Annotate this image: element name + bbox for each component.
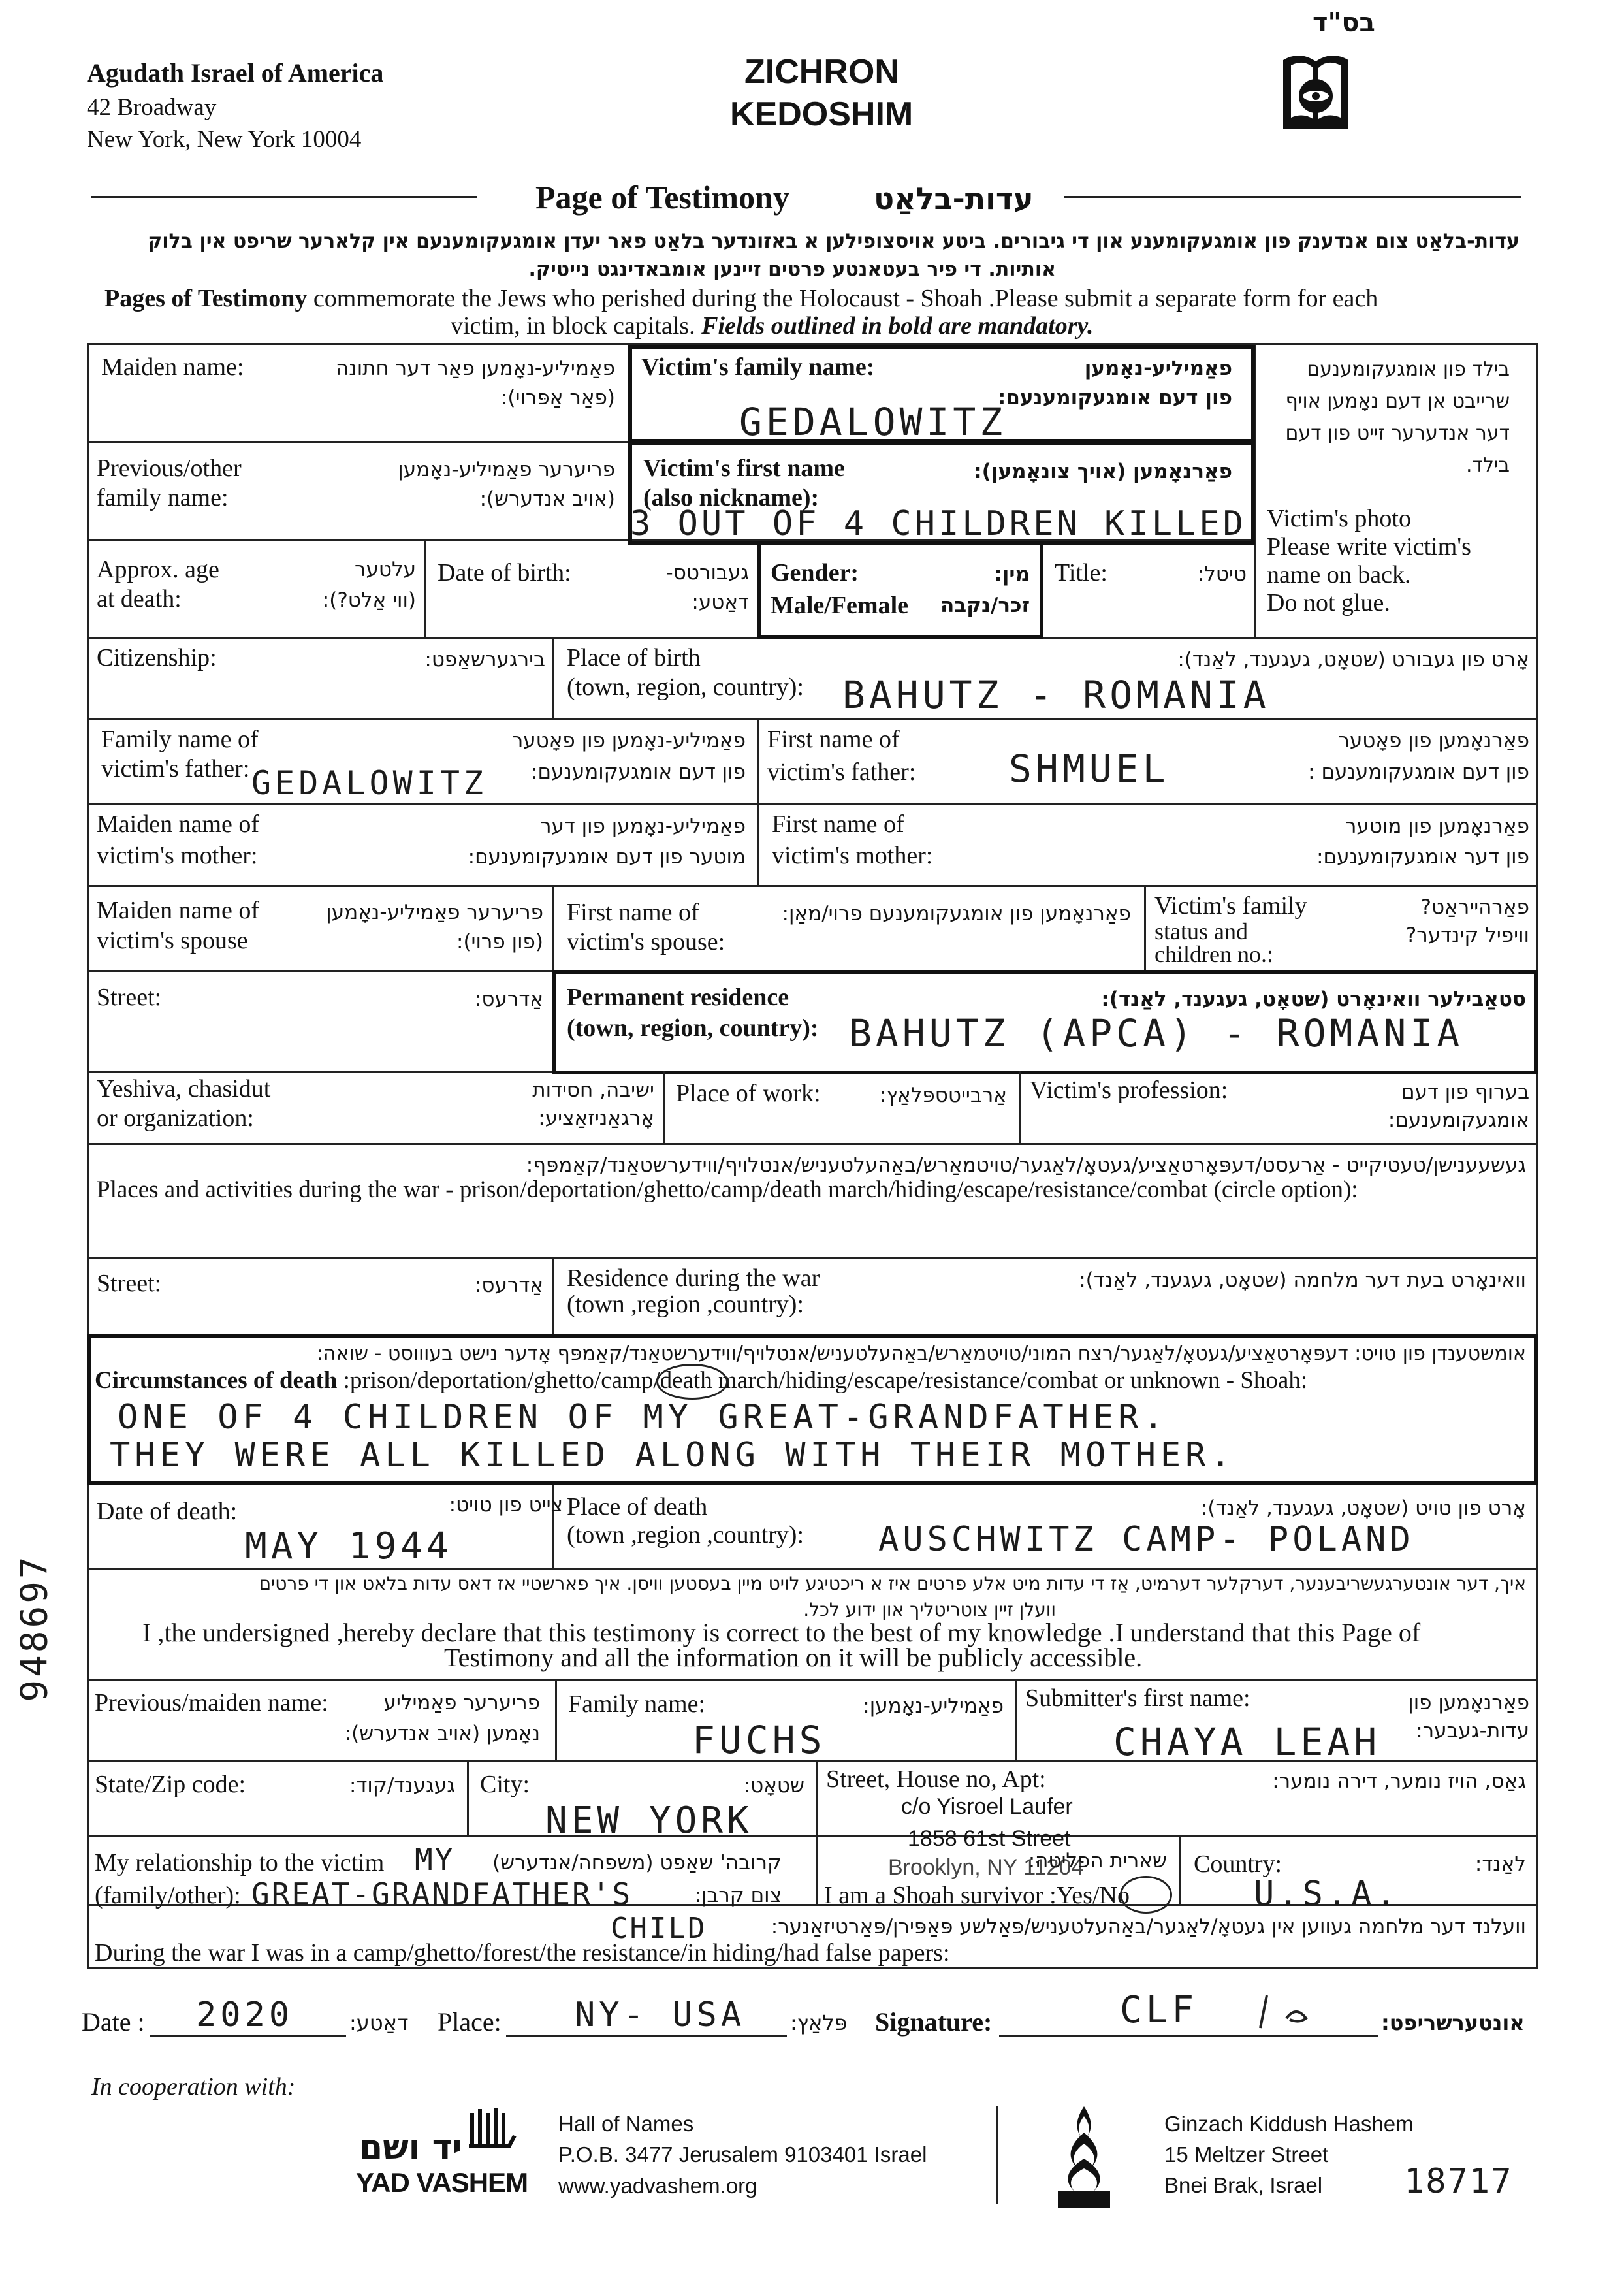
photo-instructions-en-3: name on back. [1267,561,1411,588]
signature-label-he: אונטערשריפט: [1381,2010,1525,2035]
mother-first-label-2: victim's mother: [772,842,933,869]
gender-label-2: Male/Female [771,592,909,619]
side-reference-number: 948697 [13,1554,56,1702]
photo-instructions-he-3: דער אנדערער זייט פון דעם [1285,422,1510,445]
father-family-label-he: פאַמיליע-נאָמען פון פאָטער [511,729,746,752]
grid-line [87,718,1538,720]
grid-line [552,1257,554,1336]
signature-value: CLF [1120,1989,1198,2031]
grid-line [87,1143,1538,1145]
ginzach-street: 15 Meltzer Street [1164,2142,1329,2167]
ginzach-city: Bnei Brak, Israel [1164,2173,1323,2197]
bs-mark: בס"ד [1313,8,1375,38]
age-label-he-2: (ווי אַלט?): [322,588,416,612]
war-residence-label-2: (town ,region ,country): [567,1291,804,1318]
grid-line [1019,1071,1021,1143]
dob-label-he: געבורטס- [665,561,749,585]
title-rule-left [91,196,477,198]
submitter-family-name-value: FUCHS [692,1718,826,1762]
hall-website: www.yadvashem.org [558,2174,757,2198]
family-status-label: Victim's family [1154,892,1307,920]
intro-en-2 [451,312,1093,340]
photo-instructions-he-4: בילד. [1465,454,1510,477]
death-place-value: AUSCHWITZ CAMP- POLAND [878,1520,1414,1559]
family-status-label-3: children no.: [1154,941,1273,967]
sign-date-label-he: דאַטע: [349,2010,409,2035]
family-status-label-he: פאַרהייראַט? [1420,895,1529,919]
mother-maiden-label: Maiden name of [97,811,260,838]
birth-place-label: Place of birth [567,644,701,671]
intro-en-bold: Pages of Testimony [104,285,308,312]
cooperation-label: In cooperation with: [91,2073,296,2101]
relationship-value-2: GREAT-GRANDFATHER'S [251,1877,633,1912]
state-zip-label: State/Zip code: [95,1771,246,1798]
permanent-residence-value: BAHUTZ (APCA) - ROMANIA [849,1011,1464,1055]
survivor-label-he: שארית הפליטה: [1028,1849,1167,1873]
intro-en-2-text: victim, in block capitals. [451,312,702,340]
declaration-en-2: Testimony and all the information on it will be publicly accessible. [444,1643,1143,1672]
submitter-first-name-label: Submitter's first name: [1025,1684,1250,1712]
form-title-he: עדות-בלאַט [874,181,1034,216]
permanent-residence-label: Permanent residence [567,984,789,1011]
grid-line [663,1071,665,1143]
profession-label: Victim's profession: [1030,1076,1228,1104]
gender-label-he-2: זכר/נקבה [940,594,1030,617]
declaration-he-1: איך, דער אונטערגעשריבענער, דערקלער דערמיט, אַז די עדות מיט אלע פרטים איז א ריכטיגע לויט מיין בעסטען וויסן. איך פארשטיי אז דאס עדות בלאט און די פרטים [259,1573,1526,1594]
submitter-prev-name-label-he: פריערער פאַמיליע [383,1691,540,1715]
mother-maiden-label-2: victim's mother: [97,842,258,869]
age-label: Approx. age [97,556,219,583]
victim-first-name-label-he: פאַרנאָמען (אויך צונאָמען): [974,460,1232,483]
gender-label: Gender: [771,559,859,587]
maiden-name-input[interactable] [95,411,617,438]
death-date-label: Date of death: [97,1498,238,1525]
street-label: Street: [97,984,162,1011]
street-house-label: Street, House no, Apt: [826,1765,1046,1793]
footer-divider [996,2106,998,2204]
mother-maiden-label-he: פאַמיליע-נאָמען פון דער [539,814,746,838]
profession-label-he-2: אומגעקומענעם: [1388,1108,1529,1132]
submitter-first-name-value: CHAYA LEAH [1113,1720,1381,1764]
grid-line [1015,1679,1017,1760]
intro-mandatory-note: Fields outlined in bold are mandatory. [701,312,1094,340]
street-label-he: אַדרעס: [474,988,543,1011]
camp-circle-mark [656,1364,728,1400]
war-residence-label-he: וואינאָרט בעת דער מלחמה (שטאָט, געגענד, לאַנד): [1079,1268,1526,1292]
relationship-label-2: (family/other): [95,1882,241,1909]
father-family-label: Family name of [101,726,259,753]
father-first-label-he: פאַרנאָמען פון פאָטער [1338,729,1529,752]
sign-date-label: Date : [82,2007,145,2037]
ginzach-name: Ginzach Kiddush Hashem [1164,2112,1414,2136]
death-date-value: MAY 1944 [245,1525,453,1568]
relationship-value-3: CHILD [611,1912,707,1945]
gender-label-he: מין: [994,562,1030,586]
hall-address: P.O.B. 3477 Jerusalem 9103401 Israel [558,2142,927,2167]
grid-line [424,539,426,637]
footer-handwritten-number: 18717 [1404,2162,1513,2201]
signature-label: Signature: [875,2007,993,2037]
relationship-label: My relationship to the victim [95,1849,385,1877]
war-status-label-he: וועלנד דער מלחמה געווען אין געטאָ/לאַגער/באַהעלטעניש/פּאַלשע פּאַפּירן/פּאַרטיזאַנער: [771,1915,1526,1939]
war-residence-label: Residence during the war [567,1265,820,1292]
dob-label: Date of birth: [438,559,571,587]
victim-first-name-value: 3 OUT OF 4 CHILDREN KILLED [630,504,1247,543]
grid-line [87,1568,1538,1570]
photo-instructions-he-1: בילד פון אומגעקומענעם [1307,358,1510,381]
yeshiva-label-he-2: אָרגאַניזאַציע: [538,1106,654,1130]
father-family-label-2: victim's father: [101,755,250,782]
victim-family-name-label-he: פאַמיליע-נאָמען [1084,357,1232,380]
war-places-label: Places and activities during the war - prison/deportation/ghetto/camp/death march/hiding/escape/resistance/combat (circle option): [97,1176,1358,1203]
death-circumstances-options: :prison/deportation/ghetto/camp/death march/hiding/escape/resistance/combat or unknown - Shoah: [337,1367,1308,1394]
country-label-he: לאַנד: [1474,1852,1526,1876]
declaration-he-2: וועלן זיין צוטריטליך און ידוע לכל. [803,1599,1056,1620]
spouse-maiden-label-he: פריערער פאַמיליע-נאָמען [326,901,543,924]
org-address-2: New York, New York 10004 [87,126,362,153]
mother-first-label-he: פאַרנאָמען פון מוטער [1345,814,1529,838]
birth-place-value: BAHUTZ - ROMANIA [842,673,1270,717]
submitter-family-name-label-he: פאַמיליע-נאָמען: [863,1694,1004,1718]
submitter-prev-name-label-he-2: נאָמען (אויב אנדערש): [344,1722,540,1745]
grid-line [816,1760,818,1904]
street-house-value-3: Brooklyn, NY 11204 [888,1855,1084,1880]
title-zichron: ZICHRON [744,53,899,91]
mother-maiden-label-he-2: מוטער פון דעם אומגעקומענעם: [468,845,746,869]
street-war-label: Street: [97,1270,162,1297]
yad-vashem-logo-icon [464,2106,522,2159]
spouse-maiden-label-he-2: (פון פרוי): [456,930,543,954]
age-label-2: at death: [97,585,182,613]
maiden-name-label: Maiden name: [101,353,244,381]
sign-place-label-he: פּלאַץ: [790,2010,848,2035]
org-name: Agudath Israel of America [87,58,384,88]
workplace-label-he: אַרבייטספּלאַץ: [879,1084,1007,1107]
spouse-maiden-label-2: victim's spouse [97,927,248,954]
grid-line [1179,1835,1181,1904]
death-circumstances-title: Circumstances of death [95,1367,338,1394]
submitter-family-name-label: Family name: [568,1690,706,1718]
photo-instructions-en-1: Victim's photo [1267,505,1411,532]
death-date-label-he: צייט פון טויט: [449,1493,563,1517]
victim-family-name-label: Victim's family name: [641,353,875,381]
street-house-value-1: c/o Yisroel Laufer [901,1794,1073,1819]
grid-line [87,1257,1538,1259]
signature-line [999,2035,1378,2037]
sign-date-line [150,2035,346,2037]
state-zip-label-he: געגענד/קוד: [349,1774,455,1797]
yeshiva-label-he: ישיבה, חסידות [532,1078,654,1102]
street-war-label-he: אַדרעס: [474,1274,543,1297]
intro-en-1 [104,284,1378,313]
yad-vashem-en: YAD VASHEM [356,2167,528,2198]
country-label: Country: [1194,1850,1282,1878]
signature-scribble [1247,1992,1319,2031]
grid-line [87,1679,1538,1681]
permanent-residence-label-he: סטאַבילער וואינאָרט (שטאָט, געגענד, לאַנד): [1101,988,1526,1011]
declaration-en-1: I ,the undersigned ,hereby declare that this testimony is correct to the best of my knowledge .I understand that this Page of [142,1618,1421,1647]
permanent-residence-label-2: (town, region, country): [567,1014,819,1042]
gender-field[interactable] [757,541,1043,639]
death-place-label-he: אָרט פון טויט (שטאָט, געגענד, לאַנד): [1200,1496,1526,1520]
father-first-label-2: victim's father: [767,758,916,786]
death-circumstances-value-1: ONE OF 4 CHILDREN OF MY GREAT-GRANDFATHER. [118,1398,1168,1437]
previous-name-label-he-2: (אויב אנדערש): [479,487,615,511]
city-value: NEW YORK [545,1799,753,1842]
birth-place-label-2: (town, region, country): [567,673,804,701]
grid-line [467,1760,469,1835]
grid-line [552,885,554,970]
photo-instructions-en-2: Please write victim's [1267,533,1471,560]
intro-he-2: אותיות. די פיר בעטאנטע פרטים זיינען אומבאדינגט נייטיק. [528,258,1056,281]
victim-first-name-label-2: (also nickname): [643,484,820,511]
grid-line [555,1679,557,1760]
war-places-label-he: געשעענישן/טעטיקייט - אַרעסט/דעפּאָרטאַציע/געטאָ/לאַגער/טויטמאַרש/באַהעלטעניש/אנטלויף/ווידערשטאַנד/קאַמפּף: [526,1153,1526,1177]
title-label: Title: [1055,559,1107,587]
father-family-value: GEDALOWITZ [251,764,488,802]
grid-line [552,637,554,718]
title-kedoshim: KEDOSHIM [730,95,914,133]
death-circumstances-label-he: אומשטענדן פון טויט: דעפּאָרטאַציע/געטאָ/לאַגער/רצח המוני/טויטמאַרש/באַהעלטעניש/אנטלויף/ווידערשטאַנד/קאַמפּף אָדער נישט בעוווסט - שואה: [316,1342,1526,1365]
survivor-label: I am a Shoah survivor :Yes/No [824,1882,1130,1909]
yeshiva-label-2: or organization: [97,1104,254,1132]
father-first-label: First name of [767,726,900,753]
sign-place-line [506,2035,787,2037]
hall-of-names: Hall of Names [558,2112,694,2136]
maiden-name-label-he-2: (פאַר אַפּרוי): [500,386,615,410]
mother-first-label: First name of [772,811,904,838]
grid-line [757,803,759,885]
family-status-label-he-2: וויפיל קינדער? [1405,924,1529,947]
agudah-logo-icon [1277,47,1355,138]
submitter-prev-name-label: Previous/maiden name: [95,1689,328,1716]
form-title-en: Page of Testimony [535,179,789,216]
grid-line [87,1835,1538,1837]
birth-place-label-he: אָרט פון געבורט (שטאָט, געגענד, לאַנד): [1177,648,1529,671]
photo-instructions-en-4: Do not glue. [1267,589,1390,617]
org-address-1: 42 Broadway [87,94,217,121]
profession-label-he: בערוף פון דעם [1401,1080,1529,1104]
grid-line [757,718,759,803]
age-label-he: עלטער [354,558,416,581]
spouse-first-label-he: פאַרנאָמען פון אומגעקומענעם פרוי/מאַן: [782,902,1131,926]
father-first-value: SHMUEL [1009,747,1170,791]
intro-he-1: עדות-בלאַט צום אנדענק פון אומגעקומענע און די גיבורים. ביטע אויסצופילען א באזונדער בלאַט פאר יעדן אומגעקומענעם אין קלארער שריפט אין בלוק [148,230,1520,253]
previous-name-label: Previous/other [97,455,242,482]
title-label-he: טיטל: [1197,562,1247,586]
submitter-first-name-label-he-2: עדות-געבער: [1416,1719,1529,1743]
grid-line [87,885,1538,887]
citizenship-label-he: בירגערשאַפט: [424,648,545,671]
death-place-label: Place of death [567,1493,708,1521]
sign-date-value: 2020 [196,1995,294,2035]
family-status-label-2: status and [1154,918,1248,944]
spouse-first-label: First name of [567,899,699,926]
street-house-value-2: 1858 61st Street [908,1826,1071,1851]
workplace-label: Place of work: [676,1080,821,1107]
relationship-label-he-2: צום קרבן: [694,1884,782,1907]
death-circumstances-value-2: THEY WERE ALL KILLED ALONG WITH THEIR MOTHER. [110,1436,1235,1475]
victim-first-name-label: Victim's first name [643,455,845,482]
father-family-label-he-2: פון דעם אומגעקומענעם: [531,760,746,784]
photo-instructions-he-2: שרייבט אן דעם נאָמען אויף [1285,390,1510,413]
city-label-he: שטאָט: [743,1774,804,1797]
grid-line [87,803,1538,805]
city-label: City: [480,1771,530,1798]
country-value: U.S.A. [1254,1875,1400,1914]
father-first-label-he-2: פון דעם אומגעקומענעם : [1308,760,1529,784]
street-house-label-he: גאַס, הויז נומער, דירה נומער: [1272,1769,1526,1793]
previous-name-label-he: פריערער פאַמיליע-נאָמען [398,458,615,481]
spouse-first-label-2: victim's spouse: [567,928,725,956]
survivor-no-circle-mark [1120,1876,1172,1914]
mother-first-label-he-2: פון דער אומגעקומענעם: [1316,845,1529,869]
war-status-label: During the war I was in a camp/ghetto/forest/the resistance/in hiding/had false papers: [95,1939,950,1967]
death-place-label-2: (town ,region ,country): [567,1521,804,1549]
maiden-name-label-he: פאַמיליע-נאָמען פאַר דער חתונה [336,357,615,380]
sign-place-label: Place: [438,2007,502,2037]
relationship-value-1: MY [415,1842,455,1877]
spouse-maiden-label: Maiden name of [97,897,260,924]
yad-vashem-he: יד ושם [359,2128,462,2167]
intro-en-text: commemorate the Jews who perished during the Holocaust - Shoah .Please submit a separate form for each [307,285,1378,312]
victim-family-name-value: GEDALOWITZ [739,400,1007,444]
dob-label-he-2: דאַטע: [692,590,749,614]
previous-name-label-2: family name: [97,484,229,511]
yeshiva-label: Yeshiva, chasidut [97,1075,271,1103]
title-rule-right [1064,196,1521,198]
submitter-first-name-label-he: פאַרנאָמען פון [1408,1691,1529,1715]
citizenship-label: Citizenship: [97,644,217,671]
relationship-label-he: קרובה' שאַפט (משפחה/אנדערש) [492,1851,782,1875]
sign-place-value: NY- USA [575,1995,746,2035]
grid-line [87,441,629,443]
grid-line [1144,885,1146,970]
victim-family-name-label-he-2: פון דעם אומגעקומענעם: [997,386,1232,410]
ginzach-logo-icon [1045,2103,1123,2211]
